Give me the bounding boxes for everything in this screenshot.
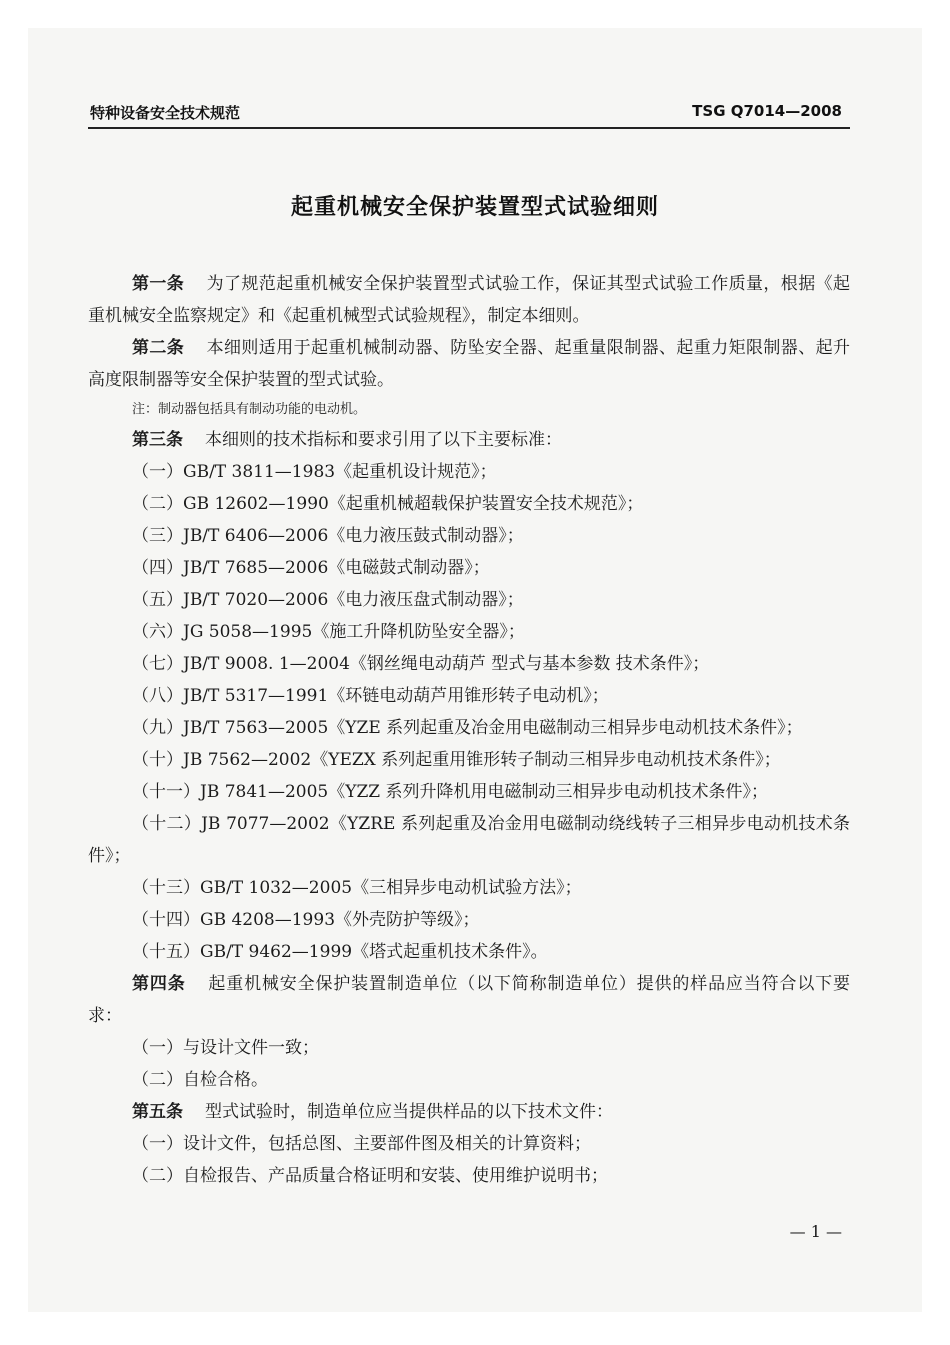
article-1-text: 为了规范起重机械安全保护装置型式试验工作，保证其型式试验工作质量，根据《起重机械安全监察规定》和《起重机械型式试验规程》，制定本细则。 bbox=[88, 274, 851, 326]
article-1-label: 第一条 bbox=[132, 274, 185, 294]
article-2-label: 第二条 bbox=[132, 338, 185, 358]
list-item: （十二）JB 7077—2002《YZRE 系列起重及冶金用电磁制动绕线转子三相异步电动机技术条件》； bbox=[88, 814, 850, 866]
list-item: （十）JB 7562—2002《YEZX 系列起重用锥形转子制动三相异步电动机技术条件》； bbox=[132, 750, 781, 770]
list-item: （一）GB/T 3811—1983《起重机设计规范》； bbox=[132, 462, 497, 482]
article-4-text: 起重机械安全保护装置制造单位（以下简称制造单位）提供的样品应当符合以下要求： bbox=[88, 974, 851, 1026]
page-number: — 1 — bbox=[789, 1222, 842, 1241]
list-item: （二）自检合格。 bbox=[132, 1070, 268, 1090]
list-item: （一）与设计文件一致； bbox=[132, 1038, 319, 1058]
header-divider bbox=[88, 127, 850, 129]
list-item: （八）JB/T 5317—1991《环链电动葫芦用锥形转子电动机》； bbox=[132, 686, 609, 706]
list-item: （五）JB/T 7020—2006《电力液压盘式制动器》； bbox=[132, 590, 524, 610]
list-item: （九）JB/T 7563—2005《YZE 系列起重及冶金用电磁制动三相异步电动机技术条件》； bbox=[132, 718, 803, 738]
list-item: （十四）GB 4208—1993《外壳防护等级》； bbox=[132, 910, 480, 930]
list-item: （六）JG 5058—1995《施工升降机防坠安全器》； bbox=[132, 622, 525, 642]
list-item: （二）GB 12602—1990《起重机械超载保护装置安全技术规范》； bbox=[132, 494, 644, 514]
list-item: （十三）GB/T 1032—2005《三相异步电动机试验方法》； bbox=[132, 878, 582, 898]
article-3 bbox=[88, 424, 850, 456]
list-item: （七）JB/T 9008. 1—2004《钢丝绳电动葫芦 型式与基本参数 技术条件》； bbox=[132, 654, 710, 674]
article-5-text: 型式试验时，制造单位应当提供样品的以下技术文件： bbox=[205, 1102, 613, 1122]
article-3-text: 本细则的技术指标和要求引用了以下主要标准： bbox=[205, 430, 562, 450]
article-5-label: 第五条 bbox=[132, 1102, 183, 1122]
running-header-title: 特种设备安全技术规范 bbox=[90, 104, 241, 122]
list-item: （十五）GB/T 9462—1999《塔式起重机技术条件》。 bbox=[132, 942, 548, 962]
article-4-label: 第四条 bbox=[132, 974, 186, 994]
running-header-code: TSG Q7014—2008 bbox=[692, 102, 842, 120]
list-item: （四）JB/T 7685—2006《电磁鼓式制动器》； bbox=[132, 558, 490, 578]
list-item: （十一）JB 7841—2005《YZZ 系列升降机用电磁制动三相异步电动机技术条件》； bbox=[132, 782, 768, 802]
article-5 bbox=[88, 1096, 850, 1128]
list-item: （三）JB/T 6406—2006《电力液压鼓式制动器》； bbox=[132, 526, 524, 546]
list-item: （二）自检报告、产品质量合格证明和安装、使用维护说明书； bbox=[132, 1166, 608, 1186]
article-2-text: 本细则适用于起重机械制动器、防坠安全器、起重量限制器、起重力矩限制器、起升高度限制器等安全保护装置的型式试验。 bbox=[88, 338, 851, 390]
list-item: （一）设计文件，包括总图、主要部件图及相关的计算资料； bbox=[132, 1134, 591, 1154]
article-3-label: 第三条 bbox=[132, 430, 183, 450]
document-title: 起重机械安全保护装置型式试验细则 bbox=[290, 195, 659, 220]
article-4 bbox=[88, 968, 850, 1032]
article-2 bbox=[88, 332, 850, 396]
article-2-note: 注：制动器包括具有制动功能的电动机。 bbox=[132, 402, 367, 417]
document-body bbox=[88, 268, 850, 1192]
article-1 bbox=[88, 268, 850, 332]
